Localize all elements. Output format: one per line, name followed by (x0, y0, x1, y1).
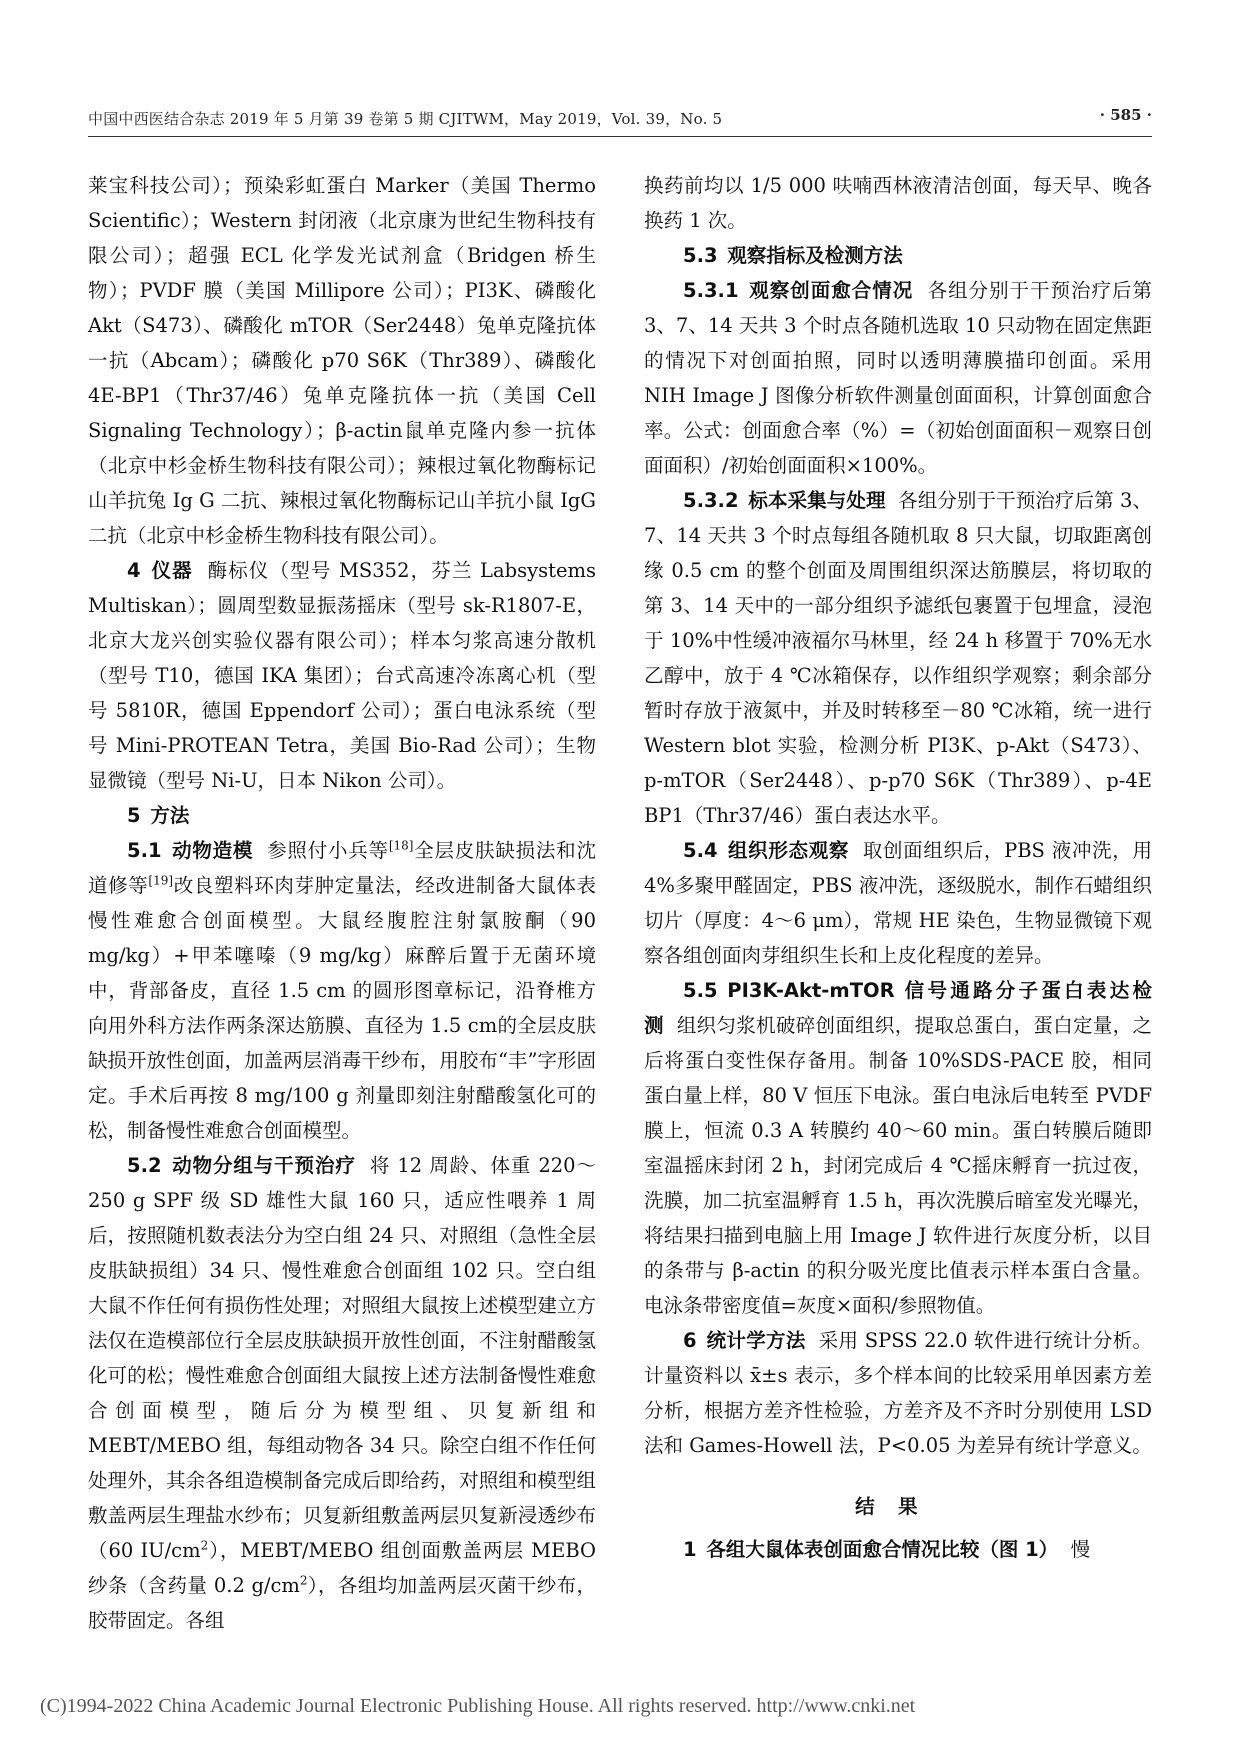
section-title: 组织形态观察 (727, 839, 850, 862)
citation-ref: [19] (148, 873, 174, 888)
section-body: 采用 SPSS 22.0 软件进行统计分析。计量资料以 x̄±s 表示，多个样本间的比较采用单因素方差分析，根据方差齐性检验，方差齐及不齐时分别使用 LSD 法和 Games-Howell 法，P<0.05 为差异有统计学意义。 (644, 1329, 1152, 1457)
superscript: 2 (200, 1538, 209, 1553)
section-body: 酶标仪（型号 MS352，芬兰 Labsystems Multiskan）；圆周型数显振荡摇床（型号 sk-R1807-E，北京大龙兴创实验仪器有限公司）；样本匀浆高速分散机（型号 T10，德国 IKA 集团）；台式高速冷冻离心机（型号 5810R，德国 Eppendorf 公司）；蛋白电泳系统（型号 Mini-PROTEAN Tetra，美国 Bio-Rad 公司）；生物显微镜（型号 Ni-U，日本 Nikon 公司）。 (88, 559, 596, 792)
section-number: 5.1 (127, 839, 162, 862)
section-title: 观察指标及检测方法 (727, 244, 903, 267)
section-body: ），MEBT/MEBO 组创面敷盖两层 MEBO纱条（含药量 0.2 g/cm (88, 1539, 596, 1597)
left-column (88, 168, 596, 1638)
reagents-continued-paragraph: 莱宝科技公司）；预染彩虹蛋白 Marker（美国 Thermo Scientific）；Western 封闭液（北京康为世纪生物科技有限公司）；超强 ECL 化学发光试剂盒（Bridgen 桥生物）；PVDF 膜（美国 Millipore 公司）；PI3K、磷酸化 Akt（S473）、磷酸化 mTOR（Ser2448）兔单克隆抗体一抗（Abcam）；磷酸化 p70 S6K（Thr389）、磷酸化 4E-BP1（Thr37/46）兔单克隆抗体一抗（美国 Cell Signaling Technology）；β-actin鼠单克隆内参一抗体（北京中杉金桥生物科技有限公司）；辣根过氧化物酶标记山羊抗兔 Ig G 二抗、辣根过氧化物酶标记山羊抗小鼠 IgG 二抗（北京中杉金桥生物科技有限公司）。 (88, 174, 596, 547)
journal-citation: 中国中西医结合杂志 2019 年 5 月第 39 卷第 5 期 CJITWM，May 2019，Vol. 39，No. 5 (88, 110, 723, 128)
citation-ref: [18] (388, 838, 414, 853)
running-header (88, 102, 1152, 130)
section-title: 各组大鼠体表创面愈合情况比较（图 1） (706, 1538, 1059, 1561)
page-number: · 585 · (1099, 106, 1152, 124)
animal-model-paragraph (88, 833, 596, 1148)
section-body: 改良塑料环肉芽肿定量法，经改进制备大鼠体表慢性难愈合创面模型。大鼠经腹腔注射氯胺酮（90 mg/kg）+甲苯噻嗪（9 mg/kg）麻醉后置于无菌环境中，背部备皮，直径 1.5 cm 的圆形图章标记，沿脊椎方向用外科方法作两条深达筋膜、直径为 1.5 cm的全层皮肤缺损开放性创面，加盖两层消毒干纱布，用胶布“丰”字形固定。手术后再按 8 mg/100 g 剂量即刻注射醋酸氢化可的松，制备慢性难愈合创面模型。 (88, 874, 596, 1142)
section-title: 标本采集与处理 (748, 489, 886, 512)
header-rule (88, 136, 1152, 137)
section-body: 参照付小兵等 (267, 839, 389, 862)
instruments-paragraph (88, 553, 596, 798)
section-body: 各组分别于干预治疗后第 3、7、14 天共 3 个时点每组各随机取 8 只大鼠，切取距离创缘 0.5 cm 的整个创面及周围组织深达筋膜层，将切取的第 3、14 天中的一部分组织予滤纸包裹置于包埋盒，浸泡于 10%中性缓冲液福尔马林里，经 24 h 移置于 70%无水乙醇中，放于 4 ℃冰箱保存，以作组织学观察；剩余部分暂时存放于液氮中，并及时转移至－80 ℃冰箱，统一进行 Western blot 实验，检测分析 PI3K、p-Akt（S473）、p-mTOR（Ser2448）、p-p70 S6K（Thr389）、p-4E BP1（Thr37/46）蛋白表达水平。 (644, 489, 1152, 827)
section-number: 5.3.1 (683, 279, 739, 302)
section-number: 5.5 (683, 979, 718, 1002)
results-heading: 结果 (855, 1495, 941, 1518)
observation-heading (644, 238, 1152, 273)
section-number: 4 (127, 559, 141, 582)
histology-paragraph (644, 833, 1152, 973)
section-title: 仪器 (150, 559, 193, 582)
section-body: 全层皮肤缺损法和沈道修等 (88, 839, 596, 897)
section-number: 5.2 (127, 1154, 162, 1177)
section-title: PI3K-Akt-mTOR 信号通路分子蛋白表达检测 (644, 979, 1152, 1037)
section-number: 5 (127, 804, 141, 827)
methods-heading (88, 798, 596, 833)
section-number: 5.3.2 (683, 489, 739, 512)
section-title: 方法 (150, 804, 190, 827)
statistics-paragraph (644, 1323, 1152, 1463)
section-body: 组织匀浆机破碎创面组织，提取总蛋白，蛋白定量，之后将蛋白变性保存备用。制备 10%SDS-PACE 胶，相同蛋白量上样，80 V 恒压下电泳。蛋白电泳后电转至 PVDF 膜上，恒流 0.3 A 转膜约 40～60 min。蛋白转膜后随即室温摇床封闭 2 h，封闭完成后 4 ℃摇床孵育一抗过夜，洗膜，加二抗室温孵育 1.5 h，再次洗膜后暗室发光曝光，将结果扫描到电脑上用 Image J 软件进行灰度分析，以目的条带与 β-actin 的积分吸光度比值表示样本蛋白含量。电泳条带密度值=灰度×面积/参照物值。 (644, 1014, 1152, 1317)
dressing-continued-paragraph: 换药前均以 1/5 000 呋喃西林液清洁创面，每天早、晚各换药 1 次。 (644, 174, 1152, 232)
section-number: 5.4 (683, 839, 718, 862)
section-title: 观察创面愈合情况 (748, 279, 914, 302)
section-body: 慢 (1070, 1538, 1091, 1561)
section-number: 1 (683, 1538, 697, 1561)
western-blot-paragraph (644, 973, 1152, 1323)
superscript: 2 (299, 1573, 308, 1588)
section-title: 动物造模 (171, 839, 254, 862)
section-body: 将 12 周龄、体重 220～250 g SPF 级 SD 雄性大鼠 160 只，适应性喂养 1 周后，按照随机数表法分为空白组 24 只、对照组（急性全层皮肤缺损组）34 只、慢性难愈合创面组 102 只。空白组大鼠不作任何有损伤性处理；对照组大鼠按上述模型建立方法仅在造模部位行全层皮肤缺损开放性创面，不注射醋酸氢化可的松；慢性难愈合创面组大鼠按上述方法制备慢性难愈合创面模型，随后分为模型组、贝复新组和 MEBT/MEBO 组，每组动物各 34 只。除空白组不作任何处理外，其余各组造模制备完成后即给药，对照组和模型组敷盖两层生理盐水纱布；贝复新组敷盖两层贝复新浸透纱布（60 IU/cm (88, 1154, 596, 1562)
section-title: 动物分组与干预治疗 (171, 1154, 356, 1177)
section-number: 6 (683, 1329, 697, 1352)
wound-healing-paragraph (644, 273, 1152, 483)
section-number: 5.3 (683, 244, 718, 267)
section-body: ），各组均加盖两层灭菌干纱布，胶带固定。各组 (88, 1574, 596, 1632)
results-paragraph (644, 1532, 1152, 1567)
section-body: 各组分别于干预治疗后第 3、7、14 天共 3 个时点各随机选取 10 只动物在固定焦距的情况下对创面拍照，同时以透明薄膜描印创面。采用 NIH Image J 图像分析软件测量创面面积，计算创面愈合率。公式：创面愈合率（%）=（初始创面面积－观察日创面面积）/初始创面面积×100%。 (644, 279, 1152, 477)
sample-collection-paragraph (644, 483, 1152, 833)
copyright-footer: (C)1994-2022 China Academic Journal Electronic Publishing House. All rights reserved. http://www.cnki.net (40, 1695, 916, 1717)
section-title: 统计学方法 (706, 1329, 806, 1352)
section-body: 取创面组织后，PBS 液冲洗，用 4%多聚甲醛固定，PBS 液冲洗，逐级脱水，制作石蜡组织切片（厚度：4～6 μm），常规 HE 染色，生物显微镜下观察各组创面肉芽组织生长和上皮化程度的差异。 (644, 839, 1152, 967)
grouping-paragraph (88, 1148, 596, 1638)
right-column (644, 168, 1152, 1567)
